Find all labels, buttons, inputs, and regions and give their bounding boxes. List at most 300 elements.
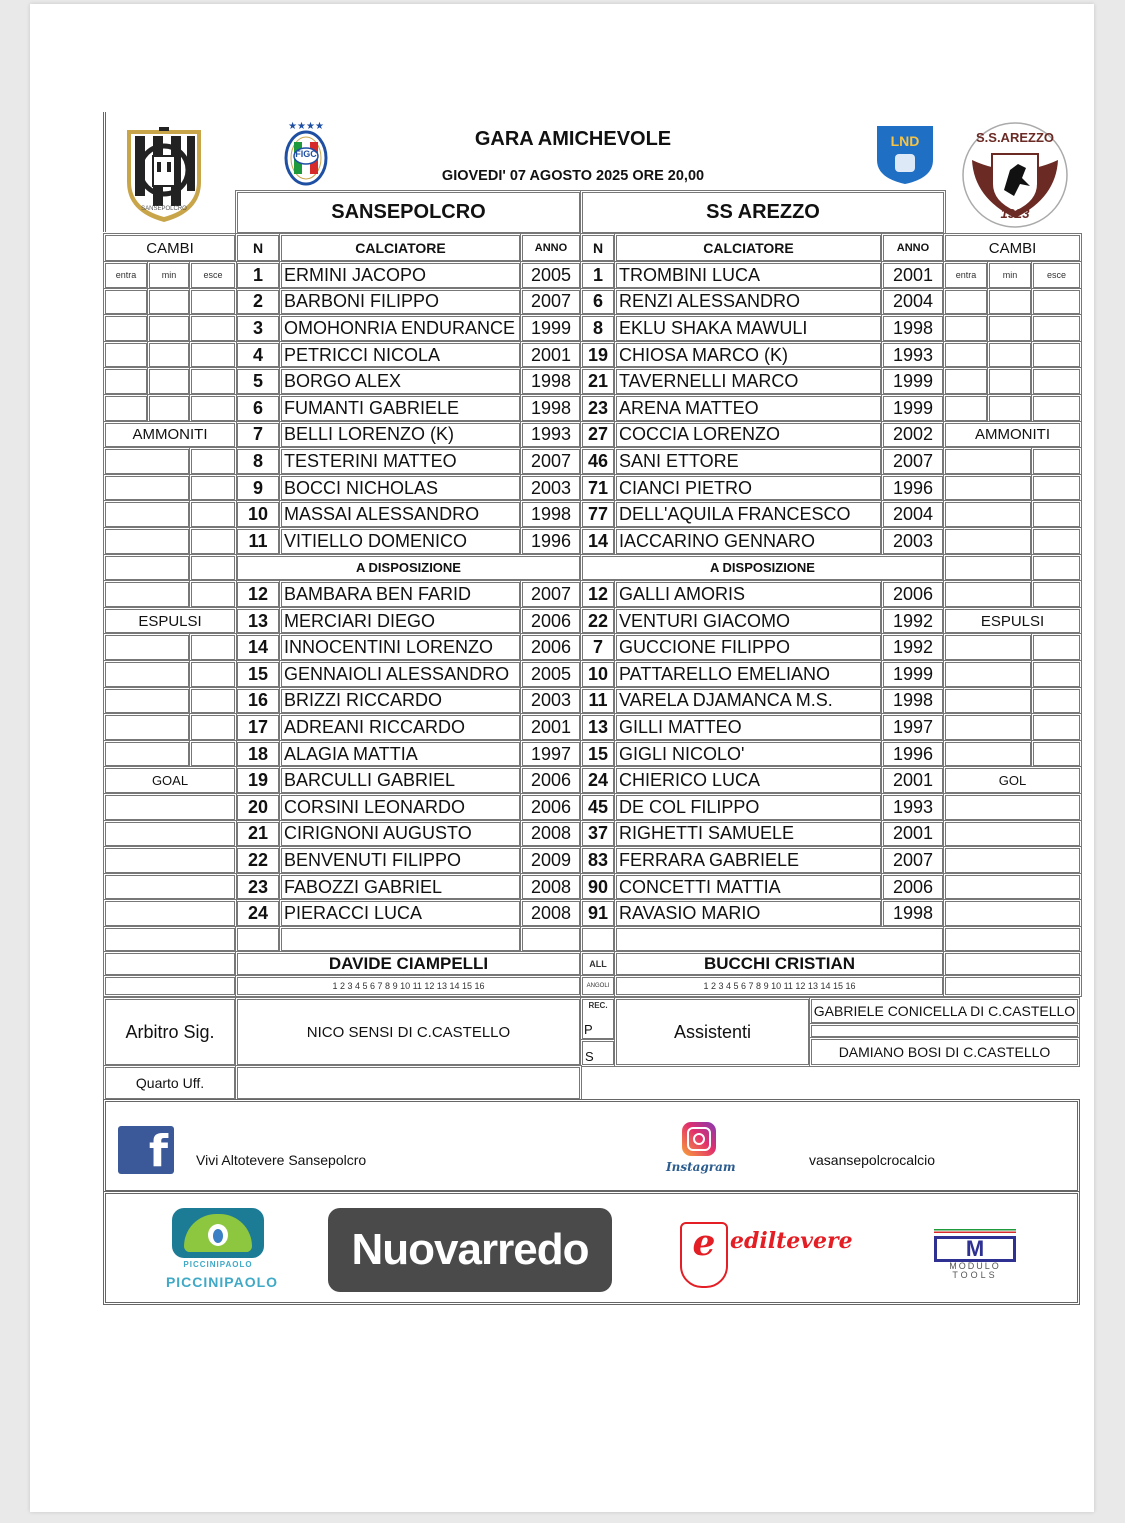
referee-name: NICO SENSI DI C.CASTELLO	[235, 997, 582, 1067]
home-bench-name: BAMBARA BEN FARID	[279, 580, 522, 609]
home-player-number: 10	[235, 500, 281, 529]
away-subs-esce-cell[interactable]	[1031, 394, 1082, 423]
away-bench-number: 22	[580, 607, 616, 636]
home-bench-number: 17	[235, 713, 281, 742]
home-card-player-cell[interactable]	[103, 713, 191, 742]
home-bench-header: A DISPOSIZIONE	[235, 554, 582, 583]
fourth-official-label: Quarto Uff.	[103, 1065, 237, 1101]
away-bench-name: GIGLI NICOLO'	[614, 740, 883, 769]
home-player-number: 9	[235, 474, 281, 503]
angoli-label: ANGOLI	[580, 975, 616, 997]
home-bench-year: 2008	[520, 820, 582, 849]
rec-label: REC.	[588, 1001, 608, 1010]
away-bench-number: 7	[580, 633, 616, 662]
match-title: GARA AMICHEVOLE	[474, 128, 672, 150]
home-player-name: BOCCI NICHOLAS	[279, 474, 522, 503]
away-bench-name: RIGHETTI SAMUELE	[614, 820, 883, 849]
home-card-player-cell[interactable]	[103, 687, 191, 716]
assistants-label: Assistenti	[614, 997, 811, 1067]
blank-row-cell[interactable]	[103, 926, 237, 953]
away-bench-name: VARELA DJAMANCA M.S.	[614, 687, 883, 716]
sponsors-box	[103, 1191, 1080, 1305]
home-espulsi-label: ESPULSI	[103, 607, 237, 636]
away-card-player-cell[interactable]	[943, 500, 1033, 529]
away-subs-min-cell[interactable]	[987, 341, 1033, 370]
home-bench-year: 2006	[520, 766, 582, 795]
blank-row-cell[interactable]	[520, 926, 582, 953]
away-card-minute-cell[interactable]	[1031, 580, 1082, 609]
away-card-player-cell[interactable]	[943, 660, 1033, 689]
arezzo-logo	[960, 120, 1070, 235]
home-bench-name: MERCIARI DIEGO	[279, 607, 522, 636]
home-player-number: 3	[235, 314, 281, 343]
home-bench-name: ADREANI RICCARDO	[279, 713, 522, 742]
home-bench-number: 20	[235, 793, 281, 822]
home-col-year: ANNO	[520, 233, 582, 263]
home-player-year: 2007	[520, 288, 582, 317]
home-bench-number: 19	[235, 766, 281, 795]
home-col-player: CALCIATORE	[279, 233, 522, 263]
home-bench-name: BARCULLI GABRIEL	[279, 766, 522, 795]
all-label: ALL	[580, 951, 616, 977]
away-card-player-cell[interactable]	[943, 554, 1033, 583]
home-bench-number: 18	[235, 740, 281, 769]
home-player-name: FUMANTI GABRIELE	[279, 394, 522, 423]
away-bench-year: 2007	[881, 846, 945, 875]
away-player-year: 2004	[881, 500, 945, 529]
home-bench-number: 14	[235, 633, 281, 662]
away-subs-min-cell[interactable]	[987, 288, 1033, 317]
away-player-number: 21	[580, 367, 616, 396]
away-bench-number: 45	[580, 793, 616, 822]
home-player-year: 1998	[520, 394, 582, 423]
home-subs-min-cell[interactable]	[147, 288, 191, 317]
away-bench-name: RAVASIO MARIO	[614, 899, 883, 928]
away-subs-esce-cell[interactable]	[1031, 367, 1082, 396]
facebook-icon[interactable]: f	[118, 1126, 174, 1174]
away-player-number: 1	[580, 261, 616, 290]
home-card-minute-cell[interactable]	[189, 740, 237, 769]
home-player-number: 5	[235, 367, 281, 396]
lnd-logo	[875, 124, 935, 191]
away-subs-header: CAMBI	[943, 233, 1082, 263]
away-card-minute-cell[interactable]	[1031, 447, 1082, 476]
s-label: S	[580, 1039, 616, 1067]
home-card-minute-cell[interactable]	[189, 554, 237, 583]
away-player-name: COCCIA LORENZO	[614, 421, 883, 450]
home-goal-cell[interactable]	[103, 873, 237, 902]
away-player-name: EKLU SHAKA MAWULI	[614, 314, 883, 343]
home-card-minute-cell[interactable]	[189, 580, 237, 609]
home-subs-entra-cell[interactable]	[103, 314, 149, 343]
home-bench-year: 1997	[520, 740, 582, 769]
away-bench-year: 1999	[881, 660, 945, 689]
home-bench-year: 2006	[520, 633, 582, 662]
assistant-1: GABRIELE CONICELLA DI C.CASTELLO	[809, 997, 1080, 1025]
away-bench-name: GALLI AMORIS	[614, 580, 883, 609]
home-goal-cell[interactable]	[103, 793, 237, 822]
home-player-number: 1	[235, 261, 281, 290]
away-card-minute-cell[interactable]	[1031, 474, 1082, 503]
away-card-player-cell[interactable]	[943, 580, 1033, 609]
arezzo-logo-year: 1923	[1000, 206, 1030, 221]
home-team-name: SANSEPOLCRO	[235, 190, 582, 235]
home-card-player-cell[interactable]	[103, 740, 191, 769]
home-goal-cell[interactable]	[103, 899, 237, 928]
away-card-minute-cell[interactable]	[1031, 740, 1082, 769]
away-bench-year: 1992	[881, 633, 945, 662]
home-bench-year: 2001	[520, 713, 582, 742]
home-bench-number: 24	[235, 899, 281, 928]
home-goal-cell[interactable]	[103, 820, 237, 849]
home-bench-number: 15	[235, 660, 281, 689]
away-subs-entra-cell[interactable]	[943, 341, 989, 370]
away-card-minute-cell[interactable]	[1031, 500, 1082, 529]
instagram-icon[interactable]	[682, 1122, 716, 1156]
away-bench-name: CHIERICO LUCA	[614, 766, 883, 795]
away-player-name: CIANCI PIETRO	[614, 474, 883, 503]
modulo-m-icon: M	[934, 1236, 1016, 1262]
home-bench-name: GENNAIOLI ALESSANDRO	[279, 660, 522, 689]
home-player-name: MASSAI ALESSANDRO	[279, 500, 522, 529]
away-player-number: 8	[580, 314, 616, 343]
home-player-year: 1998	[520, 500, 582, 529]
away-player-year: 2004	[881, 288, 945, 317]
away-subs-min-cell[interactable]	[987, 367, 1033, 396]
away-bench-year: 1998	[881, 687, 945, 716]
away-player-number: 6	[580, 288, 616, 317]
away-player-name: RENZI ALESSANDRO	[614, 288, 883, 317]
away-bench-number: 37	[580, 820, 616, 849]
away-subs-esce-cell[interactable]	[1031, 341, 1082, 370]
away-bench-year: 1993	[881, 793, 945, 822]
away-corners-side-cell[interactable]	[943, 975, 1082, 997]
blank-row-cell[interactable]	[580, 926, 616, 953]
home-bench-name: BENVENUTI FILIPPO	[279, 846, 522, 875]
home-bench-number: 23	[235, 873, 281, 902]
home-subs-esce-cell[interactable]	[189, 341, 237, 370]
home-subs-entra-cell[interactable]	[103, 394, 149, 423]
ediltevere-logo: ediltevere	[730, 1228, 853, 1254]
home-subs-esce-label: esce	[189, 261, 237, 290]
away-bench-name: VENTURI GIACOMO	[614, 607, 883, 636]
away-subs-entra-cell[interactable]	[943, 394, 989, 423]
away-goal-cell[interactable]	[943, 820, 1082, 849]
blank-row-cell[interactable]	[614, 926, 945, 953]
away-player-year: 1999	[881, 367, 945, 396]
figc-logo	[281, 118, 331, 191]
away-bench-number: 91	[580, 899, 616, 928]
home-card-minute-cell[interactable]	[189, 527, 237, 556]
arezzo-logo-name: S.S.AREZZO	[975, 130, 1054, 145]
home-player-number: 8	[235, 447, 281, 476]
home-player-number: 7	[235, 421, 281, 450]
away-coach-side-cell[interactable]	[943, 951, 1082, 977]
home-card-minute-cell[interactable]	[189, 660, 237, 689]
home-card-minute-cell[interactable]	[189, 633, 237, 662]
away-subs-esce-cell[interactable]	[1031, 314, 1082, 343]
away-player-year: 2002	[881, 421, 945, 450]
home-bench-year: 2005	[520, 660, 582, 689]
away-bench-name: PATTARELLO EMELIANO	[614, 660, 883, 689]
home-bench-year: 2006	[520, 607, 582, 636]
home-card-player-cell[interactable]	[103, 474, 191, 503]
piccini-logo	[172, 1208, 264, 1258]
away-player-year: 1993	[881, 341, 945, 370]
home-ammoniti-label: AMMONITI	[103, 421, 237, 450]
away-bench-number: 11	[580, 687, 616, 716]
home-player-number: 4	[235, 341, 281, 370]
away-subs-min-cell[interactable]	[987, 314, 1033, 343]
home-subs-esce-cell[interactable]	[189, 288, 237, 317]
away-player-number: 19	[580, 341, 616, 370]
home-player-year: 1998	[520, 367, 582, 396]
social-box	[103, 1099, 1080, 1193]
home-card-player-cell[interactable]	[103, 580, 191, 609]
fourth-official-name[interactable]	[235, 1065, 582, 1101]
home-player-year: 2007	[520, 447, 582, 476]
away-bench-number: 12	[580, 580, 616, 609]
home-card-minute-cell[interactable]	[189, 687, 237, 716]
away-card-player-cell[interactable]	[943, 687, 1033, 716]
away-card-player-cell[interactable]	[943, 713, 1033, 742]
home-subs-header: CAMBI	[103, 233, 237, 263]
home-col-n: N	[235, 233, 281, 263]
home-corners: 1 2 3 4 5 6 7 8 9 10 11 12 13 14 15 16	[235, 975, 582, 997]
svg-text:★★★★: ★★★★	[288, 121, 324, 132]
home-card-player-cell[interactable]	[103, 554, 191, 583]
home-goal-label: GOAL	[103, 766, 237, 795]
p-label: P	[584, 1022, 593, 1037]
home-subs-entra-cell[interactable]	[103, 367, 149, 396]
away-player-name: DELL'AQUILA FRANCESCO	[614, 500, 883, 529]
blank-row-cell[interactable]	[943, 926, 1082, 953]
home-subs-esce-cell[interactable]	[189, 367, 237, 396]
home-coach-side-cell[interactable]	[103, 951, 237, 977]
away-player-number: 27	[580, 421, 616, 450]
away-goal-cell[interactable]	[943, 873, 1082, 902]
home-bench-name: CIRIGNONI AUGUSTO	[279, 820, 522, 849]
home-subs-entra-cell[interactable]	[103, 341, 149, 370]
home-player-name: BARBONI FILIPPO	[279, 288, 522, 317]
home-player-name: PETRICCI NICOLA	[279, 341, 522, 370]
away-card-minute-cell[interactable]	[1031, 660, 1082, 689]
home-bench-year: 2007	[520, 580, 582, 609]
home-subs-min-cell[interactable]	[147, 341, 191, 370]
assistant-2: DAMIANO BOSI DI C.CASTELLO	[809, 1037, 1080, 1067]
home-card-minute-cell[interactable]	[189, 474, 237, 503]
away-bench-name: FERRARA GABRIELE	[614, 846, 883, 875]
home-player-year: 2003	[520, 474, 582, 503]
away-player-year: 2001	[881, 261, 945, 290]
home-player-name: VITIELLO DOMENICO	[279, 527, 522, 556]
referee-label: Arbitro Sig.	[103, 997, 237, 1067]
lnd-logo-text: LND	[890, 133, 920, 149]
facebook-page[interactable]: Vivi Altotevere Sansepolcro	[196, 1152, 367, 1168]
away-bench-number: 13	[580, 713, 616, 742]
blank-row-cell[interactable]	[279, 926, 522, 953]
away-player-name: TROMBINI LUCA	[614, 261, 883, 290]
home-card-player-cell[interactable]	[103, 447, 191, 476]
away-bench-name: GILLI MATTEO	[614, 713, 883, 742]
away-bench-year: 1996	[881, 740, 945, 769]
away-goal-cell[interactable]	[943, 793, 1082, 822]
home-bench-number: 16	[235, 687, 281, 716]
away-card-player-cell[interactable]	[943, 474, 1033, 503]
away-card-minute-cell[interactable]	[1031, 554, 1082, 583]
home-player-year: 1999	[520, 314, 582, 343]
home-subs-min-label: min	[147, 261, 191, 290]
home-bench-number: 22	[235, 846, 281, 875]
home-subs-min-cell[interactable]	[147, 314, 191, 343]
away-player-year: 1998	[881, 314, 945, 343]
home-player-name: OMOHONRIA ENDURANCE	[279, 314, 522, 343]
home-player-number: 11	[235, 527, 281, 556]
home-card-player-cell[interactable]	[103, 660, 191, 689]
home-card-player-cell[interactable]	[103, 527, 191, 556]
home-bench-year: 2006	[520, 793, 582, 822]
home-card-player-cell[interactable]	[103, 500, 191, 529]
home-player-year: 2001	[520, 341, 582, 370]
home-bench-name: ALAGIA MATTIA	[279, 740, 522, 769]
rec-p-cell	[580, 997, 616, 1041]
away-bench-name: DE COL FILIPPO	[614, 793, 883, 822]
home-bench-number: 12	[235, 580, 281, 609]
away-player-year: 1996	[881, 474, 945, 503]
away-bench-year: 1997	[881, 713, 945, 742]
away-bench-number: 15	[580, 740, 616, 769]
home-subs-entra-cell[interactable]	[103, 288, 149, 317]
away-bench-year: 1998	[881, 899, 945, 928]
home-subs-min-cell[interactable]	[147, 367, 191, 396]
home-player-name: ERMINI JACOPO	[279, 261, 522, 290]
away-team-name: SS AREZZO	[580, 190, 946, 235]
away-player-number: 46	[580, 447, 616, 476]
away-goal-cell[interactable]	[943, 846, 1082, 875]
modulo-flag-stripe	[934, 1229, 1016, 1233]
away-subs-entra-cell[interactable]	[943, 314, 989, 343]
blank-row-cell[interactable]	[235, 926, 281, 953]
home-player-name: BELLI LORENZO (K)	[279, 421, 522, 450]
away-coach-name: BUCCHI CRISTIAN	[614, 951, 945, 977]
home-bench-number: 13	[235, 607, 281, 636]
away-subs-entra-cell[interactable]	[943, 367, 989, 396]
away-bench-year: 2001	[881, 820, 945, 849]
home-bench-name: FABOZZI GABRIEL	[279, 873, 522, 902]
home-bench-number: 21	[235, 820, 281, 849]
away-bench-number: 10	[580, 660, 616, 689]
away-player-name: IACCARINO GENNARO	[614, 527, 883, 556]
away-goal-label: GOL	[943, 766, 1082, 795]
away-col-n: N	[580, 233, 616, 263]
away-ammoniti-label: AMMONITI	[943, 421, 1082, 450]
home-card-minute-cell[interactable]	[189, 500, 237, 529]
home-subs-entra-label: entra	[103, 261, 149, 290]
away-card-player-cell[interactable]	[943, 447, 1033, 476]
home-subs-esce-cell[interactable]	[189, 394, 237, 423]
home-bench-name: CORSINI LEONARDO	[279, 793, 522, 822]
away-col-player: CALCIATORE	[614, 233, 883, 263]
away-subs-entra-cell[interactable]	[943, 288, 989, 317]
away-card-player-cell[interactable]	[943, 527, 1033, 556]
away-subs-min-label: min	[987, 261, 1033, 290]
away-col-year: ANNO	[881, 233, 945, 263]
piccini-text-large: PICCINIPAOLO	[165, 1274, 279, 1290]
frame-line	[103, 112, 106, 232]
home-bench-year: 2008	[520, 873, 582, 902]
home-player-number: 6	[235, 394, 281, 423]
home-card-minute-cell[interactable]	[189, 713, 237, 742]
away-player-number: 14	[580, 527, 616, 556]
home-bench-year: 2009	[520, 846, 582, 875]
home-player-year: 1996	[520, 527, 582, 556]
sansepolcro-logo-text: SANSEPOLCRO	[141, 206, 187, 212]
away-card-minute-cell[interactable]	[1031, 687, 1082, 716]
home-corners-side-cell[interactable]	[103, 975, 237, 997]
away-subs-min-cell[interactable]	[987, 394, 1033, 423]
away-corners: 1 2 3 4 5 6 7 8 9 10 11 12 13 14 15 16	[614, 975, 945, 997]
ediltevere-e-icon: e	[680, 1222, 728, 1288]
figc-logo-text: FIGC	[295, 149, 317, 159]
away-bench-name: CONCETTI MATTIA	[614, 873, 883, 902]
away-bench-year: 2006	[881, 580, 945, 609]
instagram-handle[interactable]: vasansepolcrocalcio	[809, 1152, 936, 1168]
away-card-player-cell[interactable]	[943, 740, 1033, 769]
home-bench-year: 2003	[520, 687, 582, 716]
home-bench-name: PIERACCI LUCA	[279, 899, 522, 928]
home-bench-year: 2008	[520, 899, 582, 928]
home-card-minute-cell[interactable]	[189, 447, 237, 476]
away-subs-entra-label: entra	[943, 261, 989, 290]
away-card-minute-cell[interactable]	[1031, 713, 1082, 742]
away-player-year: 1999	[881, 394, 945, 423]
home-goal-cell[interactable]	[103, 846, 237, 875]
home-player-name: BORGO ALEX	[279, 367, 522, 396]
home-bench-name: BRIZZI RICCARDO	[279, 687, 522, 716]
away-subs-esce-cell[interactable]	[1031, 288, 1082, 317]
away-bench-number: 83	[580, 846, 616, 875]
instagram-wordmark: Instagram	[666, 1160, 736, 1174]
home-subs-esce-cell[interactable]	[189, 314, 237, 343]
away-subs-esce-label: esce	[1031, 261, 1082, 290]
away-bench-year: 2006	[881, 873, 945, 902]
home-card-player-cell[interactable]	[103, 633, 191, 662]
away-goal-cell[interactable]	[943, 899, 1082, 928]
away-bench-number: 90	[580, 873, 616, 902]
away-card-minute-cell[interactable]	[1031, 633, 1082, 662]
document-page	[30, 4, 1094, 1512]
away-player-number: 77	[580, 500, 616, 529]
away-card-player-cell[interactable]	[943, 633, 1033, 662]
away-bench-year: 1992	[881, 607, 945, 636]
home-bench-name: INNOCENTINI LORENZO	[279, 633, 522, 662]
home-coach-name: DAVIDE CIAMPELLI	[235, 951, 582, 977]
away-card-minute-cell[interactable]	[1031, 527, 1082, 556]
away-player-name: TAVERNELLI MARCO	[614, 367, 883, 396]
away-player-number: 71	[580, 474, 616, 503]
away-player-name: CHIOSA MARCO (K)	[614, 341, 883, 370]
away-bench-header: A DISPOSIZIONE	[580, 554, 945, 583]
away-player-name: ARENA MATTEO	[614, 394, 883, 423]
nuovarredo-logo: Nuovarredo	[328, 1208, 612, 1292]
away-bench-number: 24	[580, 766, 616, 795]
home-player-year: 2005	[520, 261, 582, 290]
home-subs-min-cell[interactable]	[147, 394, 191, 423]
modulo-text-2: TOOLS	[952, 1270, 998, 1280]
away-espulsi-label: ESPULSI	[943, 607, 1082, 636]
sansepolcro-logo	[123, 122, 205, 229]
away-player-year: 2003	[881, 527, 945, 556]
